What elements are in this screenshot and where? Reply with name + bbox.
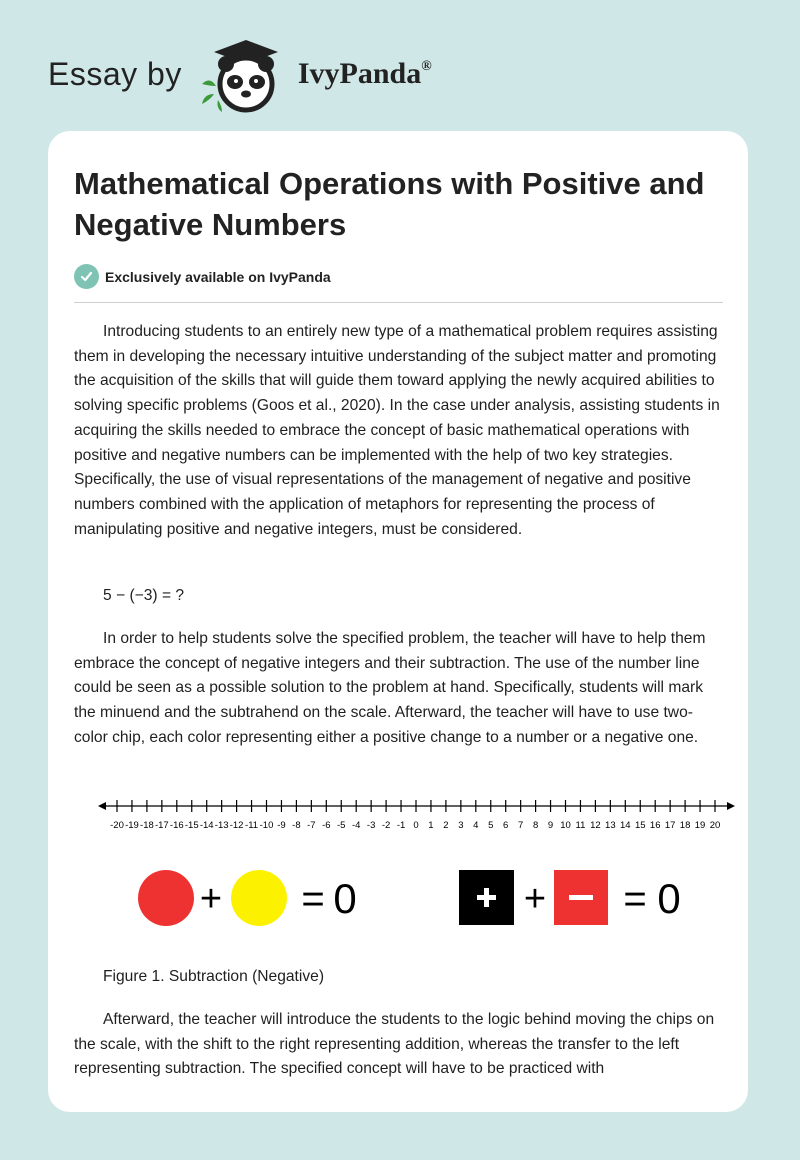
number-line-label: 5: [488, 820, 494, 831]
number-line-label: 11: [575, 820, 586, 831]
brand-name[interactable]: IvyPanda®: [297, 57, 432, 90]
number-line-label: 14: [620, 820, 631, 831]
number-line-label: -3: [366, 820, 376, 831]
number-line-label: -18: [140, 820, 154, 831]
figure-caption: Figure 1. Subtraction (Negative): [103, 968, 325, 985]
minus-icon: [569, 895, 593, 900]
number-line-label: -10: [259, 820, 274, 831]
number-line-label: 3: [458, 820, 464, 831]
number-line-label: -14: [199, 820, 214, 831]
number-line-label: -15: [184, 820, 199, 831]
number-line-label: -13: [214, 820, 229, 831]
number-line-label: 1: [428, 820, 434, 831]
number-line-label: -8: [292, 820, 301, 831]
paragraph-chips: Afterward, the teacher will introduce the students to the logic behind moving the chips on the scale, with the shift to the right representing addition, whereas the transfer to the left representing subtraction. The specified concept will have to be practiced with: [74, 1011, 715, 1078]
yellow-chip: [231, 870, 287, 926]
plus-sign: +: [523, 878, 547, 920]
essay-by-label: Essay by: [48, 55, 182, 92]
site-header: [48, 34, 432, 114]
number-line-label: 8: [532, 820, 539, 831]
number-line: [48, 795, 748, 835]
number-line-label: 15: [634, 820, 646, 831]
number-line-label: 20: [709, 820, 721, 831]
equation: 5 − (−3) = ?: [103, 587, 185, 604]
number-line-label: -19: [125, 820, 139, 831]
page-title: Mathematical Operations with Positive and Negative Numbers: [74, 166, 705, 242]
checkmark-icon: [74, 264, 99, 289]
number-line-label: 9: [547, 820, 554, 831]
equals-sign: =: [623, 877, 647, 921]
number-line-label: -7: [307, 820, 316, 831]
number-line-label: -11: [245, 820, 259, 831]
number-line-label: 12: [590, 820, 601, 831]
panda-logo-icon[interactable]: [196, 34, 292, 114]
number-line-label: -17: [154, 820, 169, 831]
number-line-label: 19: [694, 820, 706, 831]
paragraph-intro: Introducing students to an entirely new type of a mathematical problem requires assisting them in developing the necessary intuitive understanding of the subject matter and promoting the acquisition of the skills that will guide them toward applying the newly acquired abilities to solving specific problems (Goos et al., 2020). In the case under analysis, assisting students in acquiring the skills needed to embrace the concept of basic mathematical operations with positive and negative numbers can be implemented with the help of two key strategies. Specifically, the use of visual representations of the management of negative and positive numbers combined with the application of metaphors for representing the process of manipulating positive and negative integers, must be considered.: [74, 323, 720, 538]
number-line-label: 0: [413, 820, 419, 831]
paragraph-number-line: In order to help students solve the specified problem, the teacher will have to help them embrace the concept of negative integers and their subtraction. The use of the number line could be seen as a possible solution to the problem at hand. Specifically, students will mark the minuend and the subtrahend on the scale. Afterward, the teacher will have to use two-color chip, each color representing either a positive change to a number or a negative one.: [74, 630, 706, 746]
number-line-label: -12: [229, 820, 244, 831]
number-line-label: 2: [443, 820, 449, 831]
number-line-label: 4: [473, 820, 479, 831]
number-line-label: 18: [679, 820, 691, 831]
number-line-label: -2: [381, 820, 391, 831]
plus-sign: +: [199, 878, 223, 920]
number-line-label: -6: [322, 820, 331, 831]
divider: [74, 302, 723, 303]
right-arrow-icon: [727, 802, 735, 810]
number-line-label: -1: [396, 820, 406, 831]
result-zero: 0: [657, 875, 681, 922]
number-line-label: -5: [337, 820, 346, 831]
equals-sign: =: [301, 877, 325, 921]
number-line-label: -16: [169, 820, 184, 831]
number-line-label: -9: [277, 820, 286, 831]
number-line-label: 16: [649, 820, 661, 831]
badge-text: Exclusively available on IvyPanda: [105, 268, 331, 285]
number-line-label: 6: [503, 820, 509, 831]
essay-card: [48, 131, 748, 1112]
number-line-label: 7: [518, 820, 524, 831]
number-line-label: -4: [351, 820, 361, 831]
chip-figure: [48, 863, 748, 933]
red-chip: [138, 870, 194, 926]
number-line-label: 17: [664, 820, 676, 831]
number-line-label: 10: [560, 820, 571, 831]
result-zero: 0: [333, 875, 357, 922]
exclusive-badge: [74, 264, 331, 289]
left-arrow-icon: [98, 802, 106, 810]
number-line-label: 13: [605, 820, 616, 831]
number-line-label: -20: [110, 820, 124, 831]
